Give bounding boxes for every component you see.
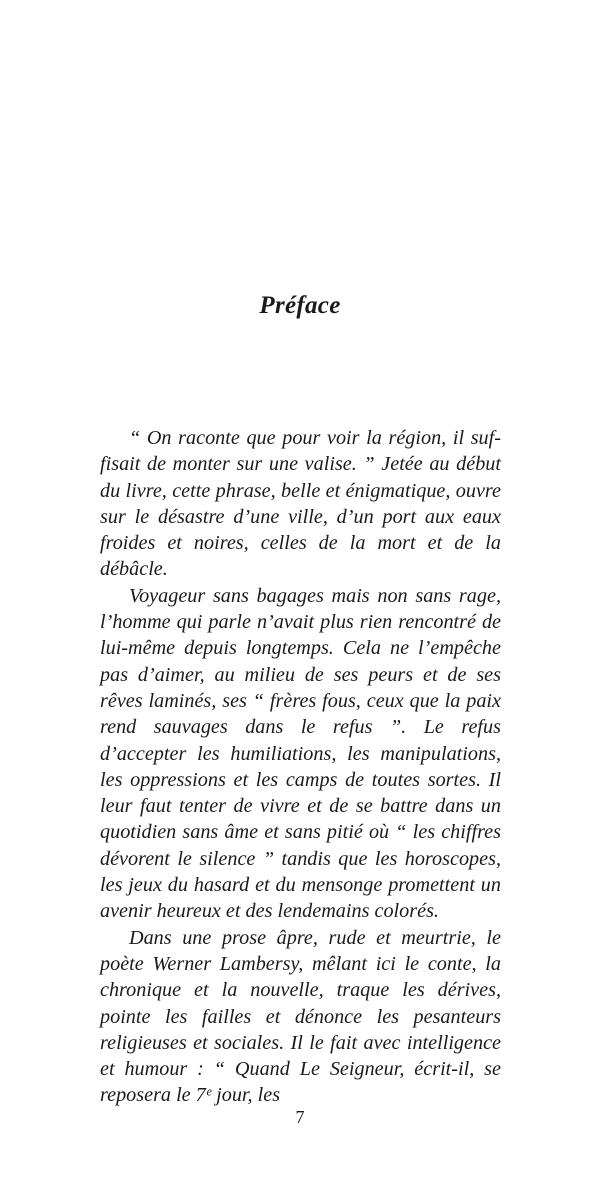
paragraph-1: “ On raconte que pour voir la région, il suffisait de monter sur une valise. ” Jetée au début du livre, cette phrase, belle et énigmatique, ouvre sur le désastre d’une ville, d’un port aux eaux froides et noires, celles de la mort et de la débâcle. xyxy=(100,427,501,581)
paragraph-3: Dans une prose âpre, rude et meurtrie, le poète Werner Lambersy, mêlant ici le conte, la chronique et la nouvelle, traque les dérives, pointe les failles et dénonce les pesanteurs religieuses et sociales. Il le fait avec intelligence et humour : “ Quand Le Seigneur, écrit-il, se reposera le 7ᵉ jour, les xyxy=(100,926,501,1107)
preface-body xyxy=(100,425,501,1109)
paragraph-2: Voyageur sans bagages mais non sans rage, l’homme qui parle n’avait plus rien rencontré de lui-même depuis longtemps. Cela ne l’empêche pas d’aimer, au milieu de ses peurs et de ses rêves laminés, ses “ frères fous, ceux que la paix rend sauvages dans le refus ”. Le refus d’accepter les humiliations, les manipulations, les oppressions et les camps de toutes sortes. Il leur faut tenter de vivre et de se battre dans un quotidien sans âme et sans pitié où “ les chiffres dévorent le silence ” tandis que les horoscopes, les jeux du hasard et du mensonge promettent un avenir heureux et des lendemains colorés. xyxy=(100,584,501,923)
page-title: Préface xyxy=(259,292,341,319)
page-number: 7 xyxy=(295,1107,305,1127)
